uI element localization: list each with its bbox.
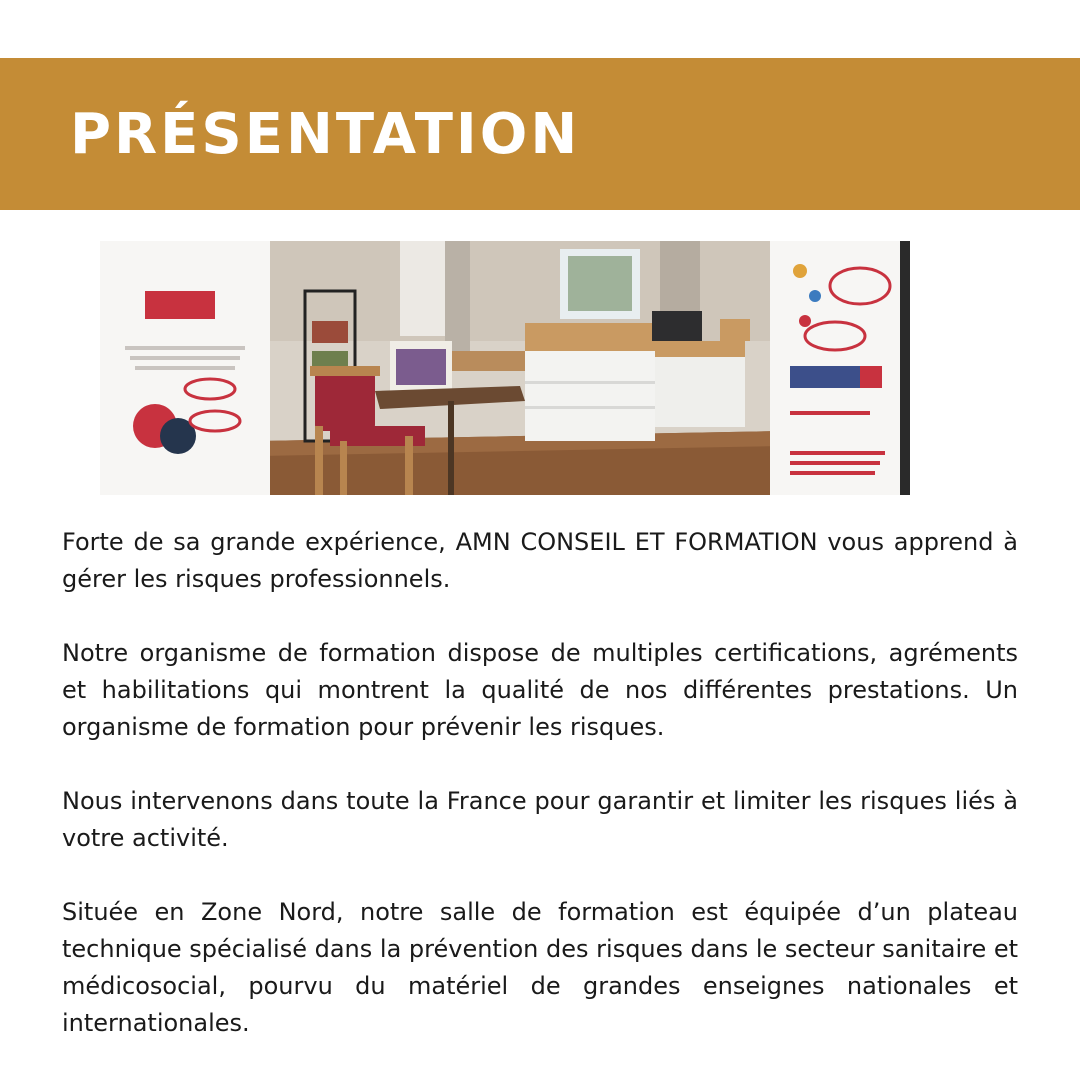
presentation-text — [62, 524, 1018, 1042]
paragraph-training-room: Située en Zone Nord, notre salle de formation est équipée d’un plateau technique spécialisé dans la prévention des risques dans le secteur sanitaire et médicosocial, pourvu du matériel de grandes enseignes nationales et internationales. — [62, 898, 1019, 1037]
paragraph-experience: Forte de sa grande expérience, AMN CONSEIL ET FORMATION vous apprend à gérer les risques professionnels. — [62, 528, 1018, 593]
paragraph-certifications: Notre organisme de formation dispose de multiples certifications, agréments et habilitations qui montrent la qualité de nos différentes prestations. Un organisme de formation pour prévenir les risques. — [62, 639, 1018, 741]
paragraph-coverage: Nous intervenons dans toute la France pour garantir et limiter les risques liés à votre activité. — [62, 787, 1018, 852]
training-room-photo — [100, 241, 910, 495]
page-title: PRÉSENTATION — [70, 102, 581, 167]
